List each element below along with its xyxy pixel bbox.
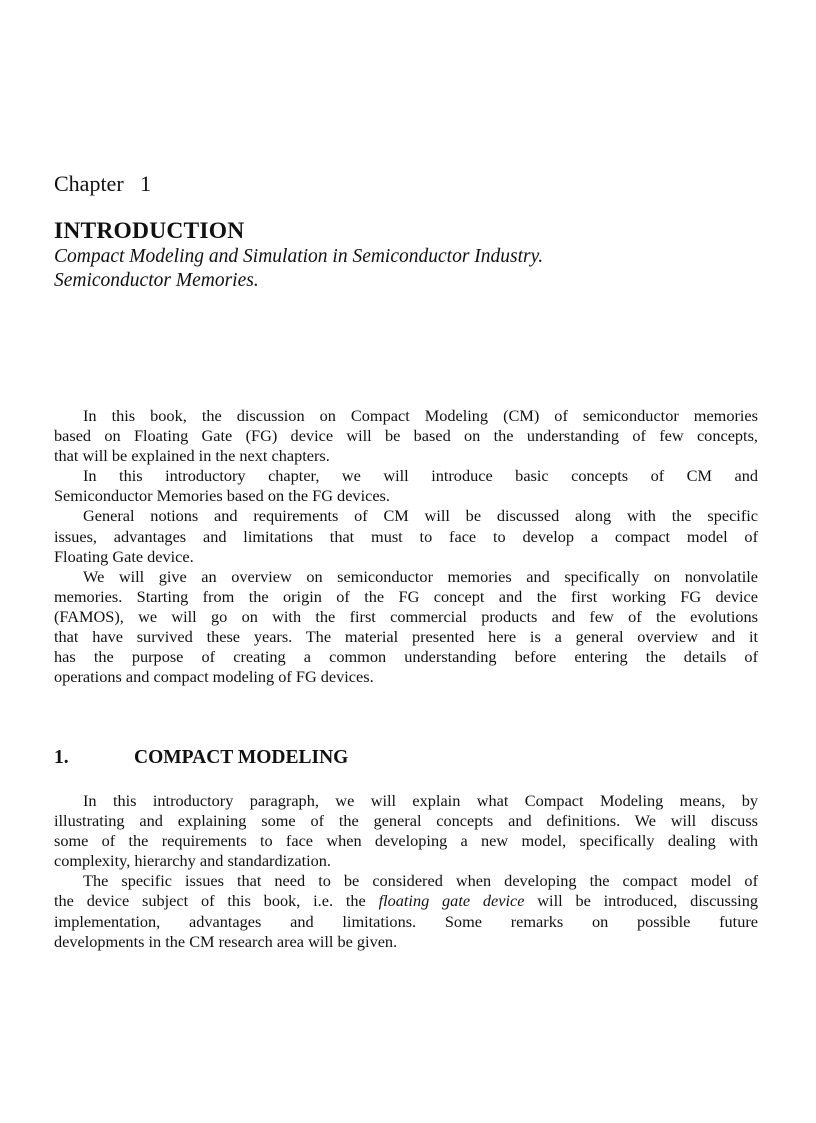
text-line: Floating Gate device.	[54, 546, 194, 566]
text-line: implementation, advantages and limitations. Some remarks on possible future	[54, 911, 758, 931]
text-line: The specific issues that need to be considered when developing the compact model of	[83, 871, 758, 891]
text-line: In this introductory chapter, we will introduce basic concepts of CM and	[83, 466, 758, 486]
paragraph	[54, 871, 758, 951]
paragraph	[54, 567, 758, 688]
section-heading	[54, 747, 758, 769]
text-line: the device subject of this book, i.e. the floating gate device will be introduced, discussing	[54, 891, 758, 911]
text-line: In this book, the discussion on Compact Modeling (CM) of semiconductor memories	[83, 406, 758, 425]
section-title: COMPACT MODELING	[134, 747, 349, 768]
text-line: memories. Starting from the origin of the FG concept and the first working FG device	[54, 586, 758, 606]
text-line: developments in the CM research area will be given.	[54, 931, 398, 951]
text-line: (FAMOS), we will go on with the first commercial products and few of the evolutions	[54, 606, 758, 626]
text-line: that have survived these years. The material presented here is a general overview and it	[54, 627, 758, 647]
text-line: some of the requirements to face when developing a new model, specifically dealing with	[54, 831, 758, 851]
intro-text	[54, 406, 758, 687]
text-line: based on Floating Gate (FG) device will be based on the understanding of few concepts,	[54, 426, 758, 446]
section-text	[54, 791, 758, 952]
paragraph	[54, 466, 758, 506]
text-line: illustrating and explaining some of the general concepts and definitions. We will discuss	[54, 811, 758, 831]
section-number: 1.	[54, 747, 69, 768]
chapter-label: Chapter 1	[54, 171, 152, 196]
text-line: Semiconductor Memories based on the FG devices.	[54, 486, 390, 506]
text-line: General notions and requirements of CM will be discussed along with the specific	[83, 506, 758, 526]
chapter-subtitle	[54, 245, 758, 293]
paragraph	[54, 791, 758, 871]
text-line: has the purpose of creating a common understanding before entering the details of	[54, 647, 758, 667]
paragraph	[54, 506, 758, 566]
text-line: complexity, hierarchy and standardization.	[54, 851, 331, 871]
text-line: In this introductory paragraph, we will explain what Compact Modeling means, by	[83, 791, 758, 810]
paragraph	[54, 406, 758, 466]
text-line: that will be explained in the next chapters.	[54, 446, 330, 466]
subtitle-line: Compact Modeling and Simulation in Semiconductor Industry.	[54, 246, 544, 267]
subtitle-line: Semiconductor Memories.	[54, 270, 259, 291]
text-line: issues, advantages and limitations that must to face to develop a compact model of	[54, 526, 758, 546]
text-line: We will give an overview on semiconductor memories and specifically on nonvolatile	[83, 566, 758, 586]
chapter-title: INTRODUCTION	[54, 218, 245, 244]
text-line: operations and compact modeling of FG devices.	[54, 667, 374, 687]
